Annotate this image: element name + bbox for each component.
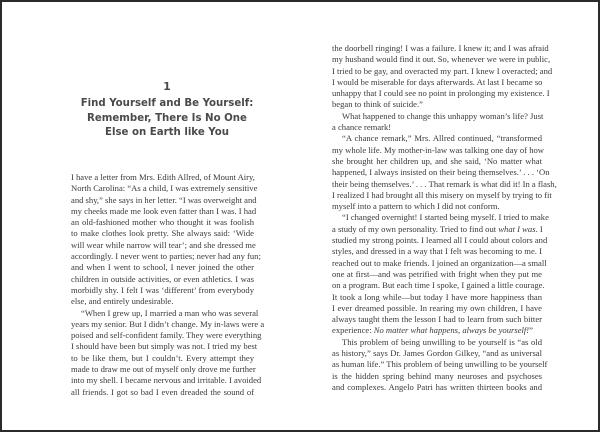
text-line: “I changed overnight! I started being myself. I tried to make [342,212,549,223]
chapter-title-line: Find Yourself and Be Yourself: [80,98,254,109]
text-line: accordingly. I never went to parties; never had any fun; [71,251,261,262]
text-line: to make clothes look pretty. She always said: ‘Wide [71,228,254,239]
chapter-number: 1 [163,80,171,93]
text-line: into my shell. I became nervous and irritable. I avoided [71,375,262,386]
chapter-heading [62,80,272,141]
text-line: on a program. But each time I spoke, I gained a little courage. [332,280,545,291]
text-line: It took a long while—but today I have more happiness than [332,291,542,302]
text-line: “A chance remark,” Mrs. Allred continued, “transformed [342,133,542,144]
text-line: else, and entirely undesirable. [71,296,174,307]
italic-text: what I was [498,223,536,234]
text-line: North Carolina: “As a child, I was extremely sensitive [71,183,258,194]
text-line: my husband would find it out. So, whenever we were in public, [332,54,551,65]
text-line: their being themselves.’ . . . That remark is what did it! In a flash, [332,178,557,189]
text-line: This problem of being unwilling to be yourself is “as old [342,336,542,347]
text-line: experience: No matter what happens, always be yourself!” [332,325,533,336]
text-line: years my senior. But I didn’t change. My in-laws were a [71,318,265,329]
text-line: reached out to make friends. I joined an organization—a small [332,257,547,268]
text-line: and shy,” she says in her letter. “I was overweight and [71,194,257,205]
text-line: as human life.” This problem of being unwilling to be yourself [332,359,548,370]
text-line: I tried to be gay, and overacted my part. I knew I overacted; and [332,65,553,76]
text-line: and complexes. Angelo Patri has written thirteen books and [332,381,542,392]
book-spread [2,2,598,430]
text-line: my cheeks made me look even fatter than I was. I had [71,205,257,216]
text-line: studied my strong points. I learned all I could about colors and [332,235,548,246]
text-line: will wear while narrow will tear’; and she dressed me [71,239,256,250]
text-line: children in outside activities, or even athletics. I was [71,273,254,284]
text-line: made to draw me out of myself only drove me further [71,364,256,375]
text-line: a chance remark! [332,122,392,133]
chapter-title [62,97,272,141]
text-line: I have a letter from Mrs. Edith Allred, of Mount Airy, [71,172,255,182]
text-line: “When I grew up, I married a man who was several [81,307,259,318]
text-line: an old-fashioned mother who thought it was foolish [71,217,254,228]
text-line: I realized I had brought all this misery on myself by trying to fit [332,189,552,200]
italic-text: No matter what happens, always be yourself! [373,325,530,336]
right-page [300,2,598,430]
text-line: as history,” says Dr. James Gordon Gilkey, “and as universal [332,348,542,359]
text-line: began to think of suicide.” [332,99,423,110]
text-line: and when I went to school, I never joined the other [71,262,254,273]
text-line: I ever dreamed possible. In rearing my own children, I have [332,302,542,313]
text-line: one at first—and was petrified with fright when they put me [332,268,542,279]
text-line: a study of my own personality. Tried to find out what I was. I [332,223,543,234]
text-line: I would be miserable for days afterwards. At last I became so [332,76,543,87]
text-line: the doorbell ringing! I was a failure. I knew it; and I was afraid [332,43,549,53]
text-line: What happened to change this unhappy woman’s life? Just [342,110,544,121]
chapter-title-line: Remember, There Is No One [87,112,247,124]
text-line: poised and self-confident family. They were everything [71,330,262,341]
text-line: she brought her children up, and she said, ‘No matter what [332,155,542,166]
chapter-title-line: Else on Earth like You [105,127,229,138]
text-line: I should have been but simply was not. I tried my best [71,341,258,352]
text-line: always taught them the lesson I had to learn from such bitter [332,314,542,325]
text-line: my whole life. My mother-in-law was talking one day of how [332,144,544,155]
text-line: morbidly shy. I felt I was ‘different’ from everybody [71,284,254,295]
text-line: styles, and dressed in a way that I felt was becoming to me. I [332,246,542,257]
text-line: all friends. I got so bad I even dreaded the sound of [71,386,254,397]
text-line: myself into a pattern to which I did not conform. [332,201,500,212]
text-line: unhappy that I could see no point in prolonging my existence. I [332,88,550,99]
text-line: to be like them, but I couldn’t. Every attempt they [71,352,254,363]
right-page-body-text [332,43,557,393]
left-page [2,2,300,430]
left-page-body-text [71,172,265,398]
text-line: happened, I always insisted on their being themselves.’ . . . ‘On [332,167,550,178]
text-line: is the hidden spring behind many neuroses and psychoses [332,370,542,381]
